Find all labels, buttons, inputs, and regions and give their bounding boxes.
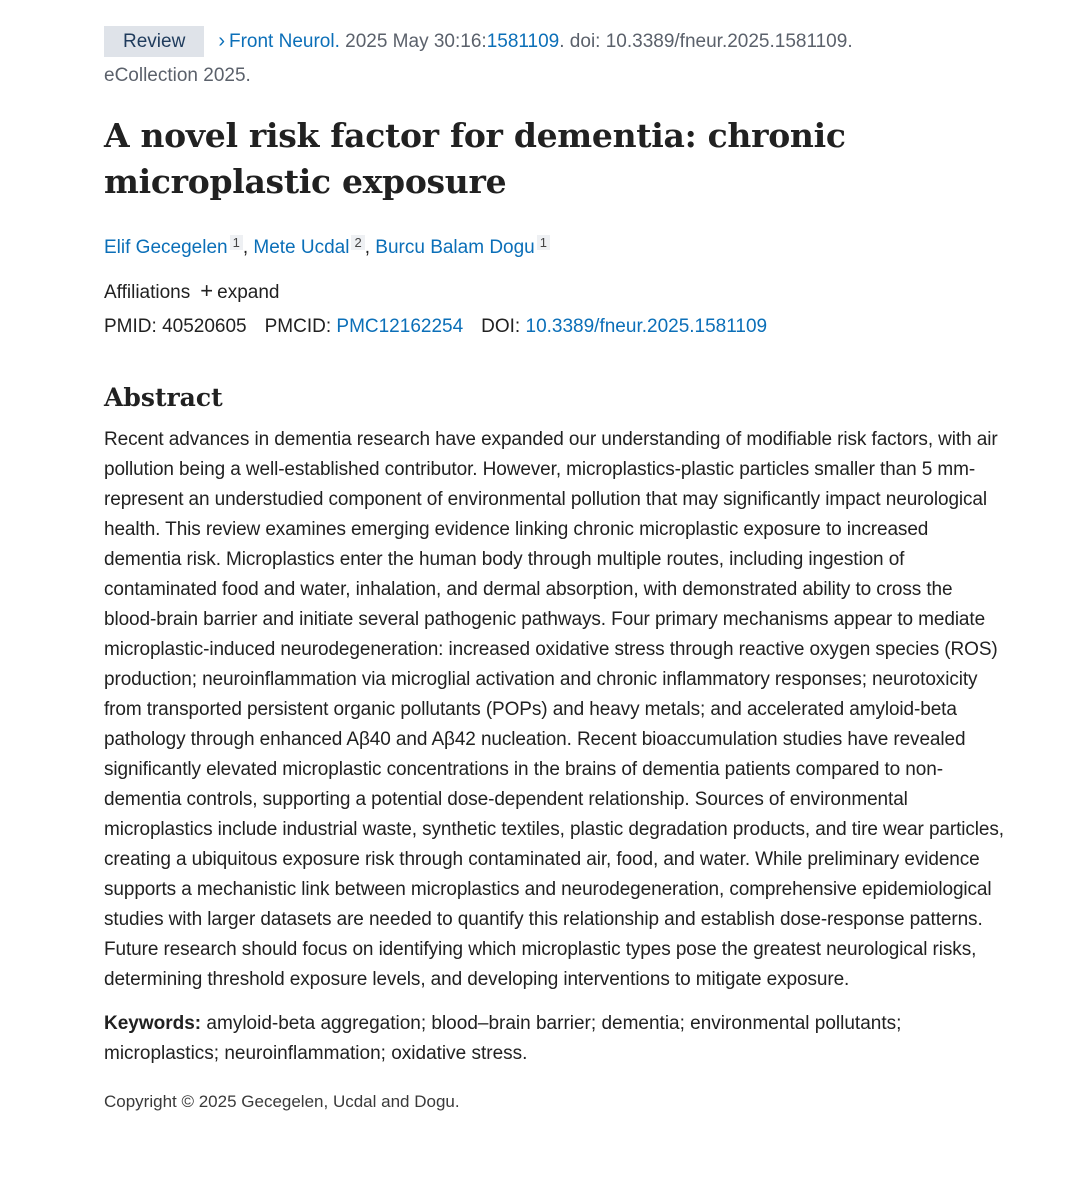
author-list: Elif Gecegelen $^1$ , Mete Ucdal $^2$ , Burcu Balam Dogu $^1$ (104, 229, 1009, 262)
article-id-link[interactable]: 1581109 (486, 31, 560, 52)
doi-link[interactable]: 10.3389/fneur.2025.1581109 (525, 316, 768, 337)
abstract-heading: Abstract (104, 383, 223, 412)
author-link[interactable]: Burcu Balam Dogu (375, 237, 535, 258)
keywords (104, 1009, 1009, 1069)
doi-label: DOI: (481, 316, 521, 337)
pmcid-link[interactable]: PMC12162254 (336, 316, 464, 337)
pmid-value: 40520605 (162, 316, 247, 337)
article-header (104, 24, 1009, 1115)
abstract-text: Recent advances in dementia research have expanded our understanding of modifiable risk factors, with air pollution being a well-established contributor. However, microplastics-plastic particles smaller than 5 mm-represent an understudied component of environmental pollution that may significantly impact neurological health. This review examines emerging evidence linking chronic microplastic exposure to increased dementia risk. Microplastics enter the human body through multiple routes, including ingestion of contaminated food and water, inhalation, and dermal absorption, with demonstrated ability to cross the blood-brain barrier and initiate several pathogenic pathways. Four primary mechanisms appear to mediate microplastic-induced neurodegeneration: increased oxidative stress through reactive oxygen species (ROS) production; neuroinflammation via microglial activation and chronic inflammatory responses; neurotoxicity from transported persistent organic pollutants (POPs) and heavy metals; and accelerated amyloid-beta pathology through enhanced Aβ40 and Aβ42 nucleation. Recent bioaccumulation studies have revealed significantly elevated microplastic concentrations in the brains of dementia patients compared to non-dementia controls, supporting a potential dose-dependent relationship. Sources of environmental microplastics include industrial waste, synthetic textiles, plastic degradation products, and tire wear particles, creating a ubiquitous exposure risk through contaminated air, food, and water. While preliminary evidence supports a mechanistic link between microplastics and neurodegeneration, comprehensive epidemiological studies with larger datasets are needed to quantify this relationship and establish dose-response patterns. Future research should focus on identifying which microplastic types pose the greatest neurological risks, determining threshold exposure levels, and developing interventions to mitigate exposure. (104, 429, 1004, 990)
ecollection: eCollection 2025. (104, 65, 251, 86)
article-type-badge[interactable]: Review (104, 26, 204, 57)
author-link[interactable]: Elif Gecegelen (104, 237, 228, 258)
keywords-label: Keywords: (104, 1013, 202, 1034)
author-link[interactable]: Mete Ucdal (253, 237, 350, 258)
affiliations-label: Affiliations (104, 282, 191, 303)
identifiers (104, 313, 1009, 341)
pmcid-label: PMCID: (264, 316, 332, 337)
article-title: A novel risk factor for dementia: chronic microplastic exposure (104, 116, 846, 201)
publication-date: 2025 May 30:16: (345, 31, 487, 52)
pmid-label: PMID: (104, 316, 157, 337)
chevron-right-icon: › (218, 30, 225, 52)
citation-line (104, 24, 1009, 59)
expand-label: expand (217, 282, 280, 303)
journal-link[interactable]: Front Neurol. (228, 31, 340, 52)
citation-doi: . doi: 10.3389/fneur.2025.1581109. (559, 31, 853, 52)
affiliation-ref[interactable]: 1 (230, 235, 243, 250)
keywords-text: amyloid-beta aggregation; blood–brain barrier; dementia; environmental pollutants; microplastics; neuroinflammation; oxidative stress. (104, 1013, 902, 1064)
plus-icon: + (200, 278, 214, 303)
copyright: Copyright © 2025 Gecegelen, Ucdal and Dogu. (104, 1092, 460, 1111)
affiliation-ref[interactable]: 2 (351, 235, 364, 250)
affiliation-ref[interactable]: 1 (537, 235, 550, 250)
affiliations-toggle[interactable] (104, 277, 1009, 307)
